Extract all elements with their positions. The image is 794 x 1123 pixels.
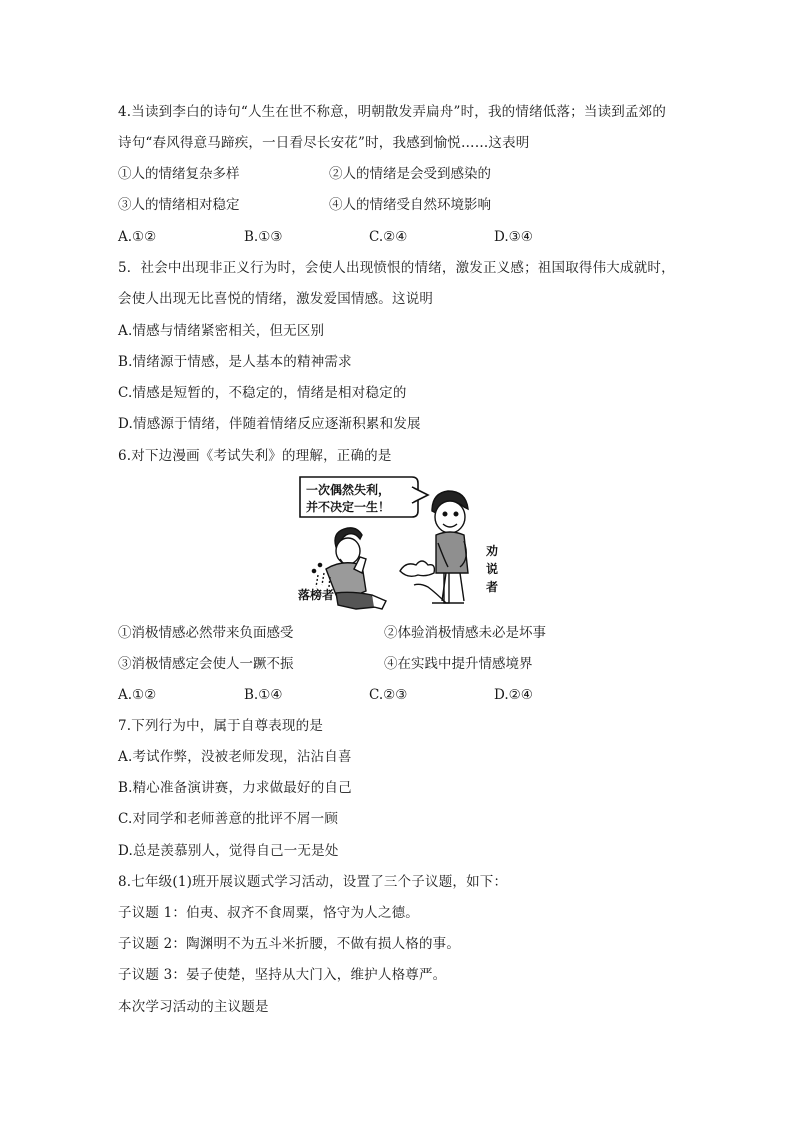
q8-sub-topic-1: 子议题 1：伯夷、叔齐不食周粟，恪守为人之德。 bbox=[118, 905, 419, 921]
q5-choice-c: C.情感是短暂的，不稳定的，情绪是相对稳定的 bbox=[118, 385, 407, 401]
bubble-text-line2: 并不决定一生！ bbox=[306, 500, 391, 514]
q8-question-tail: 本次学习活动的主议题是 bbox=[118, 999, 269, 1015]
q4-statement-3: ③人的情绪相对稳定 bbox=[118, 197, 240, 213]
q8-stem: 8.七年级(1)班开展议题式学习活动，设置了三个子议题，如下： bbox=[118, 874, 508, 890]
q6-choice-b: B.①④ bbox=[244, 687, 283, 703]
q4-choice-a: A.①② bbox=[118, 229, 157, 245]
label-comforter-1: 劝 bbox=[486, 544, 499, 558]
q4-stem-line2: 诗句“春风得意马蹄疾，一日看尽长安花”时，我感到愉悦……这表明 bbox=[118, 135, 530, 151]
exam-failure-cartoon bbox=[296, 473, 510, 613]
comforter-figure bbox=[432, 491, 468, 601]
q7-choice-c: C.对同学和老师善意的批评不屑一顾 bbox=[118, 811, 339, 827]
q4-statement-1: ①人的情绪复杂多样 bbox=[118, 166, 240, 182]
q5-stem-line2: 会使人出现无比喜悦的情绪，激发爱国情感。这说明 bbox=[118, 291, 434, 307]
q4-choice-b: B.①③ bbox=[244, 229, 283, 245]
q6-choice-d: D.②④ bbox=[494, 687, 533, 703]
q5-stem-line1: 5．社会中出现非正义行为时，会使人出现愤恨的情绪，激发正义感；祖国取得伟大成就时， bbox=[118, 260, 675, 276]
q7-choice-d: D.总是羡慕别人，觉得自己一无是处 bbox=[118, 843, 339, 859]
q7-choice-a: A.考试作弊，没被老师发现，沾沾自喜 bbox=[118, 749, 352, 765]
q6-statement-2: ②体验消极情感未必是坏事 bbox=[384, 625, 546, 641]
q6-choice-a: A.①② bbox=[118, 687, 157, 703]
q5-choice-d: D.情感源于情绪，伴随着情绪反应逐渐积累和发展 bbox=[118, 416, 421, 432]
q6-statement-4: ④在实践中提升情感境界 bbox=[384, 656, 533, 672]
bubble-text-line1: 一次偶然失利， bbox=[306, 483, 391, 497]
q7-choice-b: B.精心准备演讲赛，力求做最好的自己 bbox=[118, 780, 352, 796]
label-failed-student: 落榜者 bbox=[298, 588, 335, 602]
q4-stem-line1: 4.当读到李白的诗句“人生在世不称意，明朝散发弄扁舟”时，我的情绪低落；当读到孟郊的 bbox=[118, 104, 667, 120]
label-comforter-3: 者 bbox=[486, 580, 499, 594]
speech-bubble bbox=[300, 477, 428, 517]
q4-choice-c: C.②④ bbox=[369, 229, 408, 245]
q6-statement-1: ①消极情感必然带来负面感受 bbox=[118, 625, 294, 641]
q4-statement-2: ②人的情绪是会受到感染的 bbox=[329, 166, 491, 182]
q6-stem: 6.对下边漫画《考试失利》的理解，正确的是 bbox=[118, 448, 392, 464]
q8-sub-topic-3: 子议题 3：晏子使楚，坚持从大门入，维护人格尊严。 bbox=[118, 967, 447, 983]
q6-statement-3: ③消极情感定会使人一蹶不振 bbox=[118, 656, 294, 672]
label-comforter-2: 说 bbox=[486, 562, 499, 576]
q5-choice-a: A.情感与情绪紧密相关，但无区别 bbox=[118, 323, 325, 339]
q6-choice-c: C.②③ bbox=[369, 687, 408, 703]
q5-choice-b: B.情绪源于情感，是人基本的精神需求 bbox=[118, 354, 352, 370]
q4-statement-4: ④人的情绪受自然环境影响 bbox=[329, 197, 491, 213]
q4-choice-d: D.③④ bbox=[494, 229, 533, 245]
q8-sub-topic-2: 子议题 2：陶渊明不为五斗米折腰，不做有损人格的事。 bbox=[118, 936, 461, 952]
q7-stem: 7.下列行为中，属于自尊表现的是 bbox=[118, 718, 324, 734]
